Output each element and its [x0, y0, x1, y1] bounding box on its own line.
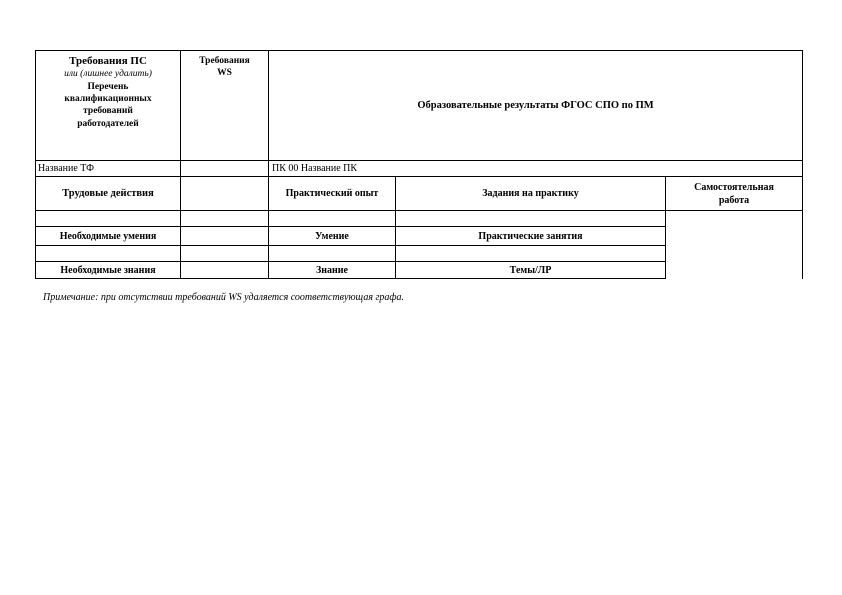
skill-cell: [269, 227, 395, 245]
practice-tasks-cell: [396, 177, 665, 210]
independent-work: Самостоятельная работа: [694, 181, 774, 206]
table-line-actions-bottom: [35, 210, 803, 211]
topics-cell: [396, 262, 665, 278]
practical-lessons-cell: [396, 227, 665, 245]
required-knowledge-cell: [36, 262, 180, 278]
knowledge-cell: [269, 262, 395, 278]
required-skills-cell: [36, 227, 180, 245]
pk-name: ПК 00 Название ПК: [272, 163, 358, 174]
tf-name-cell: [38, 161, 178, 176]
table-note: Примечание: при отсутствии требований WS удаляется соответствующая графа.: [43, 292, 404, 303]
pk-name-cell: [272, 161, 672, 176]
tf-name: Название ТФ: [38, 163, 95, 174]
ps-title: Требования ПС: [69, 55, 147, 67]
practical-experience-cell: [269, 177, 395, 210]
ps-subtitle: или (лишнее удалить): [64, 69, 152, 80]
labor-actions-cell: [36, 177, 180, 210]
ws-requirements-header: [181, 55, 268, 85]
ps-requirements-header: [36, 54, 180, 144]
ws-title: Требования WS: [199, 56, 250, 79]
practical-lessons: Практические занятия: [478, 230, 583, 242]
table-border-right: [802, 50, 803, 279]
skill: Умение: [315, 230, 349, 242]
required-skills: Необходимые умения: [59, 230, 157, 242]
independent-work-cell: [666, 177, 802, 210]
table-line-skills-bottom: [35, 245, 666, 246]
labor-actions: Трудовые действия: [62, 187, 154, 199]
topics: Темы/ЛР: [509, 264, 552, 276]
table-border-bottom: [35, 278, 666, 279]
practical-experience: Практический опыт: [285, 188, 379, 199]
required-knowledge: Необходимые знания: [60, 264, 156, 276]
knowledge: Знание: [315, 264, 348, 276]
results-title: Образовательные результаты ФГОС СПО по ПМ: [417, 99, 654, 111]
ps-list-title: Перечень квалификационных требований работодателей: [64, 81, 152, 129]
practice-tasks: Задания на практику: [482, 188, 579, 199]
results-header: [269, 51, 802, 160]
